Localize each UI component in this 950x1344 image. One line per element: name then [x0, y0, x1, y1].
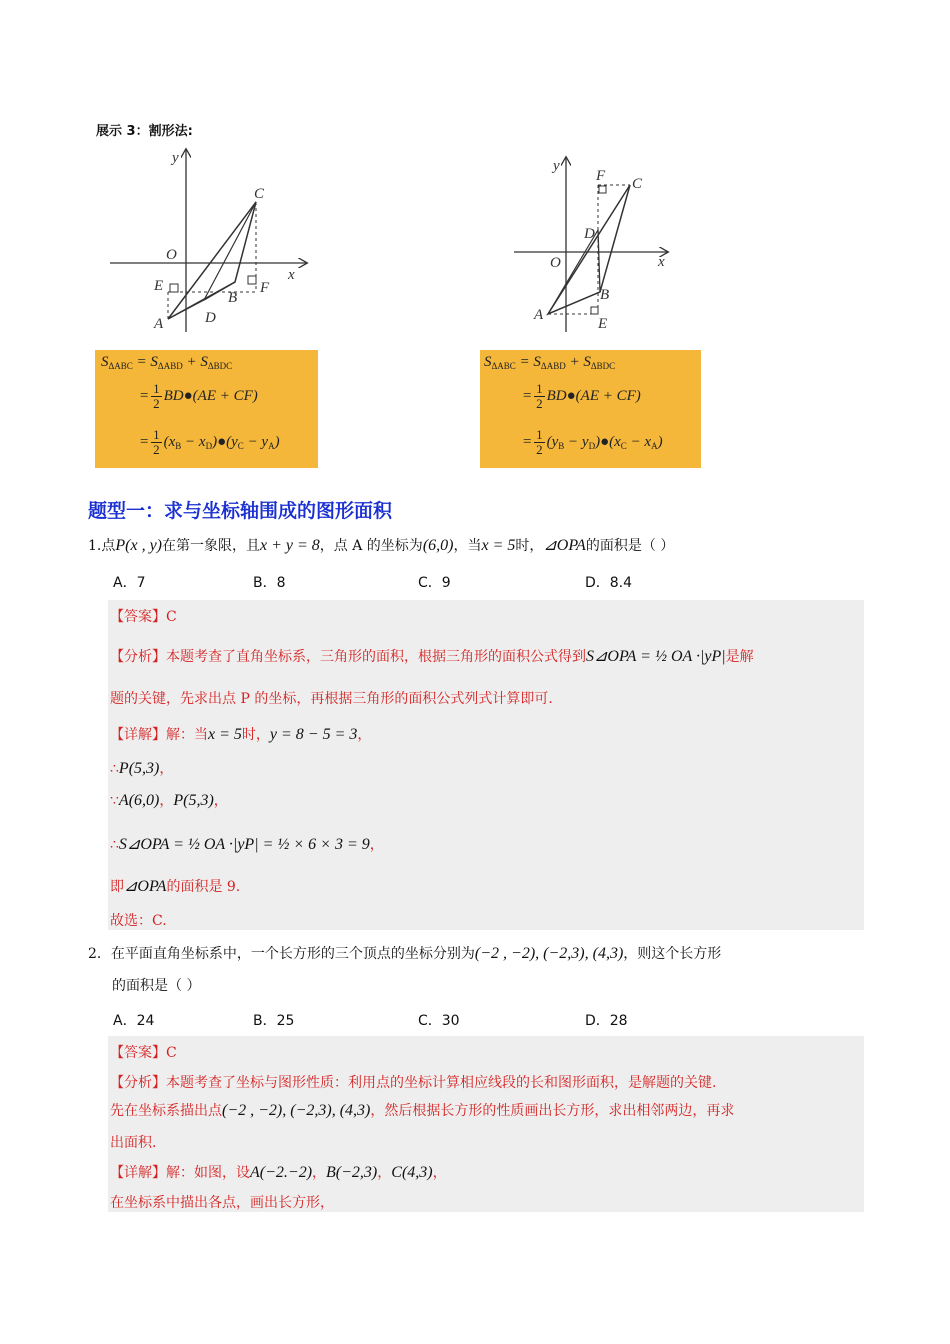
- q1-option-c: C．9: [418, 575, 451, 591]
- q1-detail-2: ∴P(5,3)，: [110, 760, 174, 777]
- label-b: B: [228, 290, 238, 306]
- label-c: C: [254, 186, 265, 202]
- label-b: B: [600, 287, 610, 303]
- q1-stem: 1.点P(x , y)在第一象限，且x + y = 8，点 A 的坐标为(6,0)，当x = 5时，⊿OPA的面积是（ ）: [88, 537, 675, 554]
- q2-option-a: A．24: [113, 1013, 155, 1029]
- right-angle-f: [248, 276, 256, 284]
- q1-answer: 【答案】C: [110, 609, 177, 625]
- label-f: F: [596, 168, 606, 184]
- q1-detail-6: 故选：C.: [110, 913, 167, 929]
- show-title: 展示 3：割形法:: [96, 124, 193, 139]
- q1-detail-5: 即⊿OPA的面积是 9.: [110, 878, 241, 895]
- label-d: D: [205, 310, 216, 326]
- label-d: D: [584, 226, 595, 242]
- q1-analysis-cont: 题的关键，先求出点 P 的坐标，再根据三角形的面积公式列式计算即可.: [110, 691, 553, 707]
- label-x: x: [288, 267, 295, 283]
- q1-option-b: B．8: [253, 575, 286, 591]
- q2-analysis: 【分析】本题考查了坐标与图形性质：利用点的坐标计算相应线段的长和图形面积，是解题的关键.: [110, 1075, 717, 1091]
- label-y: y: [553, 158, 560, 174]
- q1-option-a: A．7: [113, 575, 146, 591]
- label-e: E: [598, 316, 608, 332]
- q2-detail-1: 【详解】解：如图，设A(−2.−2)，B(−2,3)，C(4,3)，: [110, 1164, 447, 1181]
- q2-answer-box: [108, 1036, 864, 1212]
- right-angle-f: [599, 186, 606, 193]
- q2-option-d: D．28: [585, 1013, 628, 1029]
- q2-answer: 【答案】C: [110, 1045, 177, 1061]
- label-a: A: [154, 316, 164, 332]
- q1-option-d: D．8.4: [585, 575, 633, 591]
- segment-ad: [548, 230, 598, 314]
- q1-detail-3: ∵A(6,0)，P(5,3)，: [110, 792, 228, 809]
- label-c: C: [632, 176, 643, 192]
- right-angle-e: [170, 284, 178, 292]
- label-a: A: [534, 307, 544, 323]
- q2-analysis-2: 先在坐标系描出点(−2 , −2), (−2,3), (4,3)，然后根据长方形的性质画出长方形，求出相邻两边，再求: [110, 1102, 735, 1119]
- q1-detail-4: ∴S⊿OPA = ½ OA ·|yP| = ½ × 6 × 3 = 9，: [110, 836, 384, 853]
- formula-box-left: $S_{\Delta ABC} = S_{\Delta ABD} + S_{\Delta BDC}$ = $\frac{1}{2}$ BD●(AE + CF) = $\frac{1}{2}$ ($x_B$ − $x_D)●(y_C - y_A)$: [95, 350, 318, 468]
- q2-option-b: B．25: [253, 1013, 295, 1029]
- coordinate-figure-left: [108, 142, 313, 334]
- q2-option-c: C．30: [418, 1013, 460, 1029]
- triangle-abc: [548, 185, 630, 314]
- triangle-abc: [168, 202, 256, 319]
- label-e: E: [154, 278, 164, 294]
- coordinate-figure-right: [512, 152, 672, 334]
- q2-stem-cont: 的面积是（ ）: [112, 978, 201, 994]
- right-angle-e: [591, 307, 598, 314]
- q2-detail-2: 在坐标系中描出各点，画出长方形，: [110, 1195, 334, 1211]
- section-title: 题型一：求与坐标轴围成的图形面积: [88, 500, 393, 522]
- q1-analysis: 【分析】本题考查了直角坐标系，三角形的面积，根据三角形的面积公式得到S⊿OPA = ½ OA ·|yP|是解: [110, 648, 754, 665]
- label-x: x: [658, 254, 665, 270]
- q2-stem: 2．在平面直角坐标系中，一个长方形的三个顶点的坐标分别为(−2 , −2), (−2,3), (4,3)，则这个长方形: [88, 945, 722, 962]
- q2-analysis-3: 出面积.: [110, 1135, 157, 1151]
- q1-detail-1: 【详解】解：当x = 5时，y = 8 − 5 = 3，: [110, 726, 372, 743]
- label-y: y: [172, 150, 179, 166]
- label-o: O: [550, 255, 561, 271]
- q1-answer-box: [108, 600, 864, 930]
- formula-box-right: $S_{\Delta ABC} = S_{\Delta ABD} + S_{\Delta BDC}$ = $\frac{1}{2}$ BD●(AE + CF) = $\frac{1}{2}$ ($y_B$ − $y_D)●(x_C - x_A)$: [480, 350, 701, 468]
- label-f: F: [260, 280, 270, 296]
- label-o: O: [166, 247, 177, 263]
